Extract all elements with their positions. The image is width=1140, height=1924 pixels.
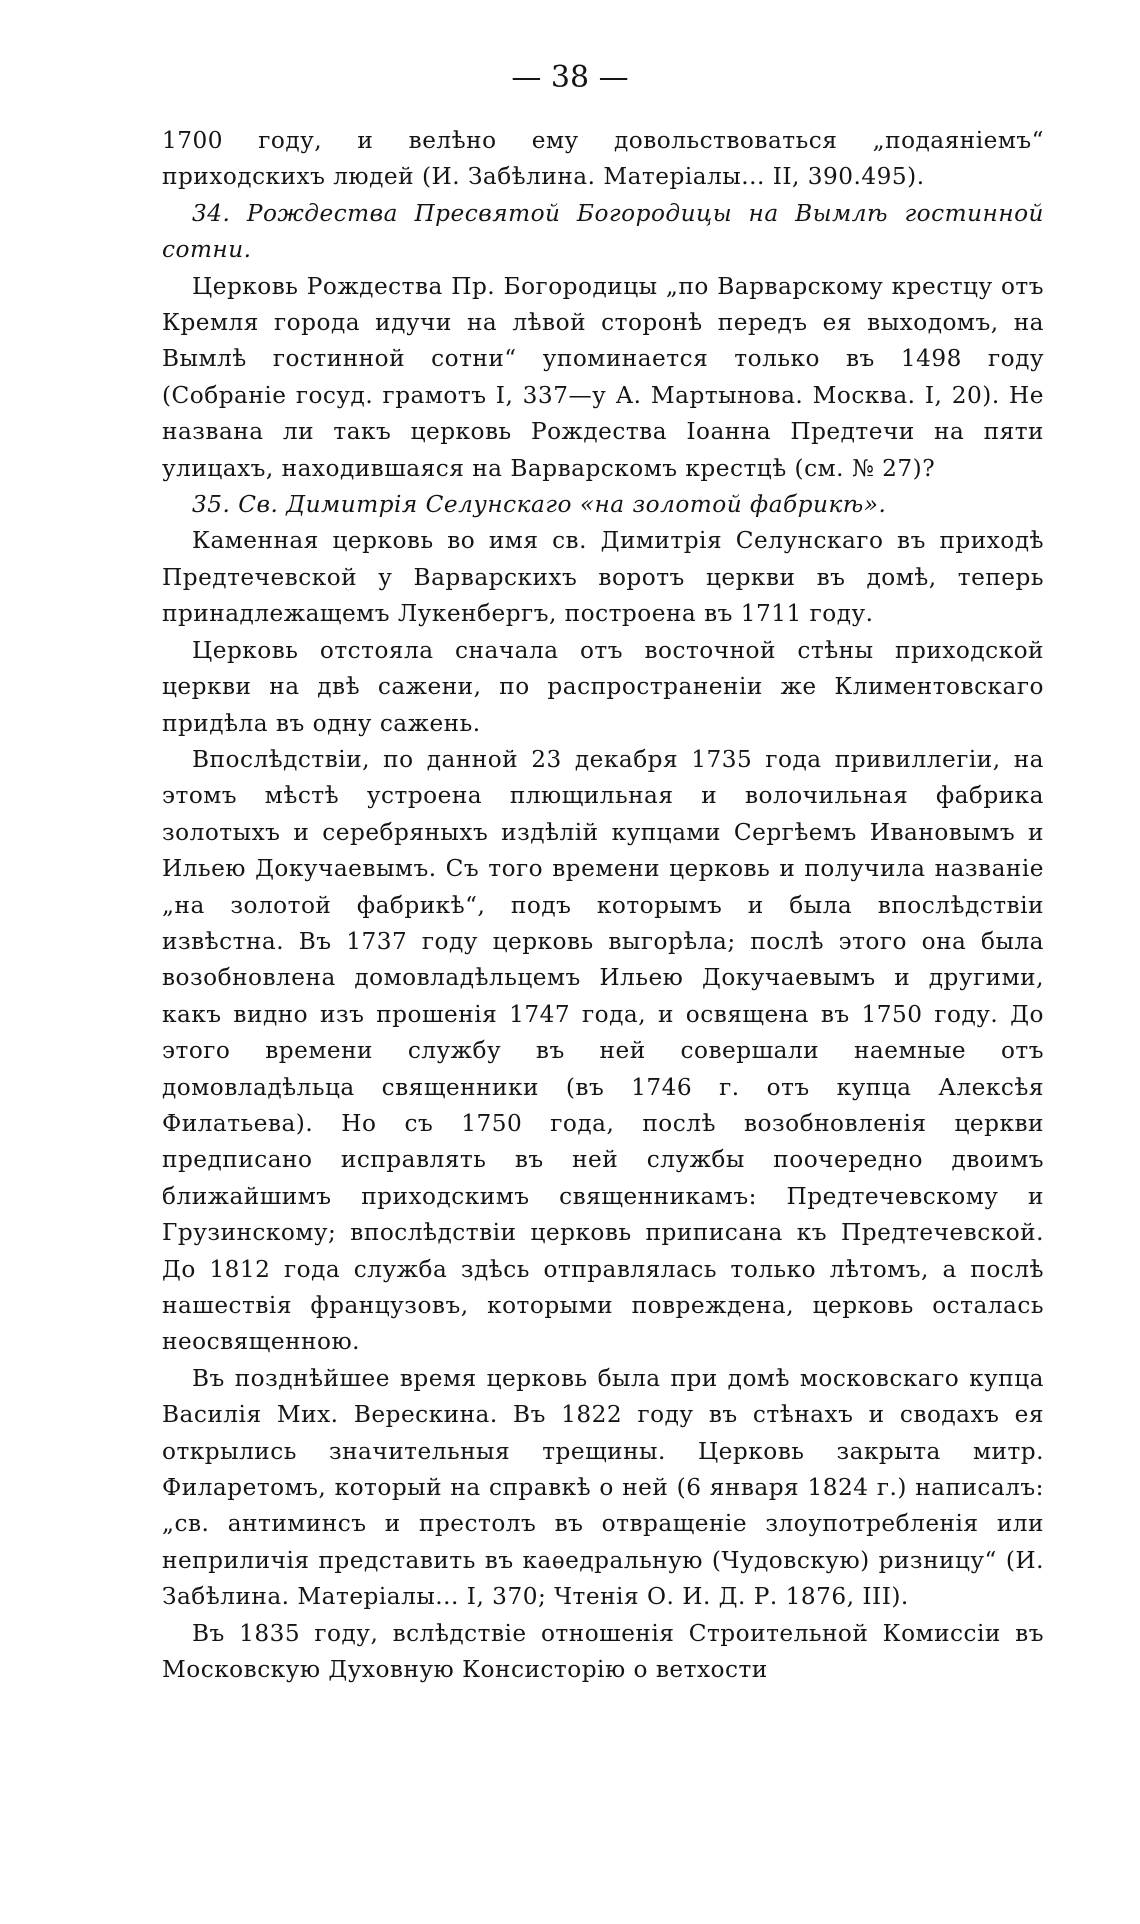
section-34-number: 34.	[192, 199, 231, 227]
page-number: — 38 —	[511, 60, 629, 95]
section-35-paragraph-2: Церковь отстояла сначала отъ восточной стѣны приходской церкви на двѣ сажени, по распространеніи же Климентовскаго придѣла въ одну сажень.	[162, 636, 1044, 737]
section-35-paragraph-1: Каменная церковь во имя св. Димитрія Селунскаго въ приходѣ Предтечевской у Варварскихъ воротъ церкви въ домѣ, теперь принадлежащемъ Лукенбергъ, построена въ 1711 году.	[162, 527, 1044, 628]
section-35-paragraph-4: Въ позднѣйшее время церковь была при домѣ московскаго купца Василія Мих. Верескина. Въ 1822 году въ стѣнахъ и сводахъ ея открылись значительныя трещины. Церковь закрыта митр. Филаретомъ, который на справкѣ о ней (6 января 1824 г.) написалъ: „св. антиминсъ и престолъ въ отвращеніе злоупотребленія или неприличія представить въ каѳедральную (Чудовскую) ризницу“ (И. Забѣлина. Матеріалы... I, 370; Чтенія О. И. Д. Р. 1876, III).	[162, 1364, 1044, 1611]
page-body	[162, 123, 1044, 1688]
section-34-heading	[162, 196, 1044, 269]
section-35-paragraph-5: Въ 1835 году, вслѣдствіе отношенія Строительной Комиссіи въ Московскую Духовную Консисторію о ветхости	[162, 1619, 1044, 1684]
section-35-number: 35.	[192, 491, 231, 519]
section-35-title: Св. Димитрія Селунскаго «на золотой фабрикѣ».	[238, 491, 887, 519]
continuation-paragraph: 1700 году, и велѣно ему довольствоваться „подаяніемъ“ приходскихъ людей (И. Забѣлина. Матеріалы... II, 390.495).	[162, 127, 1044, 191]
section-35-paragraph-3: Впослѣдствіи, по данной 23 декабря 1735 года привиллегіи, на этомъ мѣстѣ устроена плющильная и волочильная фабрика золотыхъ и серебряныхъ издѣлій купцами Сергѣемъ Ивановымъ и Ильею Докучаевымъ. Съ того времени церковь и получила названіе „на золотой фабрикѣ“, подъ которымъ и была впослѣдствіи извѣстна. Въ 1737 году церковь выгорѣла; послѣ этого она была возобновлена домовладѣльцемъ Ильею Докучаевымъ и другими, какъ видно изъ прошенія 1747 года, и освящена въ 1750 году. До этого времени службу въ ней совершали наемные отъ домовладѣльца священники (въ 1746 г. отъ купца Алексѣя Филатьева). Но съ 1750 года, послѣ возобновленія церкви предписано исправлять въ ней службы поочередно двоимъ ближайшимъ приходскимъ священникамъ: Предтечевскому и Грузинскому; впослѣдствіи церковь приписана къ Предтечевской. До 1812 года служба здѣсь отправлялась только лѣтомъ, а послѣ нашествія французовъ, которыми повреждена, церковь осталась неосвященною.	[162, 745, 1044, 1356]
section-34-title: Рождества Пресвятой Богородицы на Вымлѣ гостинной сотни.	[162, 199, 1044, 264]
section-34-paragraph: Церковь Рождества Пр. Богородицы „по Варварскому крестцу отъ Кремля города идучи на лѣвой сторонѣ передъ ея выходомъ, на Вымлѣ гостинной сотни“ упоминается только въ 1498 году (Собраніе госуд. грамотъ I, 337—у А. Мартынова. Москва. I, 20). Не названа ли такъ церковь Рождества Іоанна Предтечи на пяти улицахъ, находившаяся на Варварскомъ крестцѣ (см. № 27)?	[162, 272, 1044, 482]
section-35-heading	[162, 487, 1044, 523]
